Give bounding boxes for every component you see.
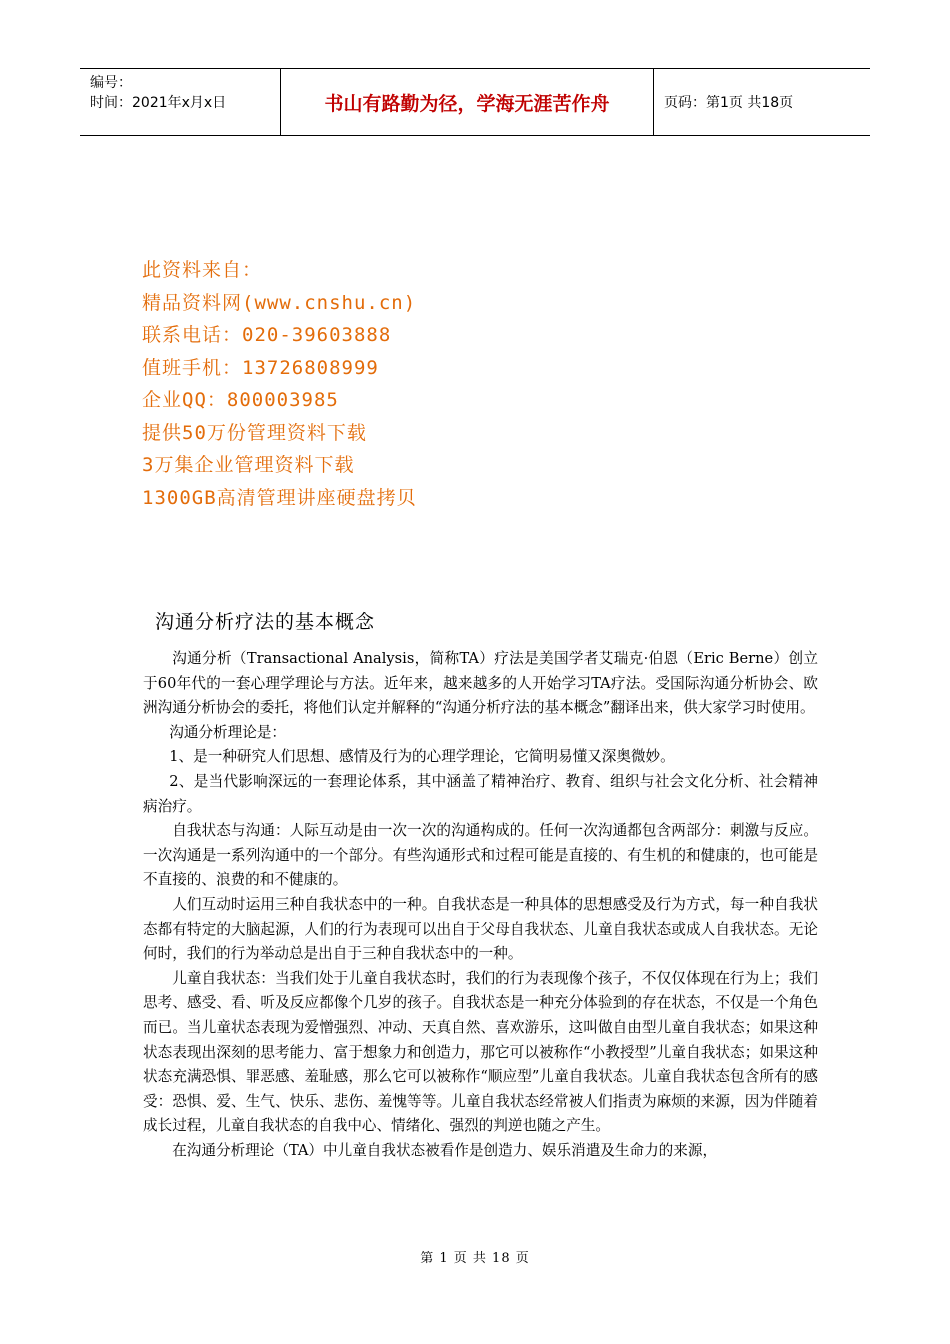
promo-line: 提供50万份管理资料下载 bbox=[142, 421, 367, 444]
promo-block bbox=[142, 254, 417, 514]
header-motto: 书山有路勤为径，学海无涯苦作舟 bbox=[280, 69, 654, 135]
header-meta bbox=[80, 69, 280, 135]
body-paragraph: 在沟通分析理论（TA）中儿童自我状态被看作是创造力、娱乐消遣及生命力的来源， bbox=[172, 1141, 718, 1159]
promo-line: 3万集企业管理资料下载 bbox=[142, 454, 355, 476]
promo-line: 联系电话：020-39603888 bbox=[142, 324, 392, 346]
promo-line: 值班手机：13726808999 bbox=[142, 356, 379, 379]
page-footer: 第 1 页 共 18 页 bbox=[420, 1251, 530, 1266]
document-title: 沟通分析疗法的基本概念 bbox=[155, 611, 376, 633]
promo-line: 此资料来自： bbox=[142, 259, 263, 281]
body-paragraph: 沟通分析（Transactional Analysis，简称TA）疗法是美国学者艾瑞克·伯恩（Eric Berne）创立于60年代的一套心理学理论与方法。近年来，越来越多的人开始学习TA疗法。受国际沟通分析协会、欧洲沟通分析协会的委托，将他们认定并解释的“沟通分析疗法的基本概念”翻译出来，供大家学习时使用。 bbox=[143, 650, 818, 717]
promo-line: 企业QQ：800003985 bbox=[142, 389, 339, 411]
promo-line: 精品资料网(www.cnshu.cn) bbox=[142, 291, 417, 314]
promo-line: 1300GB高清管理讲座硬盘拷贝 bbox=[142, 486, 417, 509]
page-header bbox=[80, 68, 870, 136]
header-page-info: 页码：第1页 共18页 bbox=[664, 95, 794, 111]
document-body bbox=[143, 647, 818, 1163]
document-number-label: 编号： bbox=[90, 75, 132, 91]
body-paragraph: 人们互动时运用三种自我状态中的一种。自我状态是一种具体的思想感受及行为方式，每一种自我状态都有特定的大脑起源，人们的行为表现可以出自于父母自我状态、儿童自我状态或成人自我状态。无论何时，我们的行为举动总是出自于三种自我状态中的一种。 bbox=[143, 895, 818, 963]
document-time-label: 时间：2021年x月x日 bbox=[90, 95, 227, 111]
body-paragraph: 沟通分析理论是： bbox=[169, 723, 287, 741]
body-paragraph: 2、是当代影响深远的一套理论体系，其中涵盖了精神治疗、教育、组织与社会文化分析、社会精神病治疗。 bbox=[143, 772, 818, 815]
body-paragraph: 1、是一种研究人们思想、感情及行为的心理学理论，它简明易懂又深奥微妙。 bbox=[169, 748, 675, 766]
body-paragraph: 自我状态与沟通：人际互动是由一次一次的沟通构成的。任何一次沟通都包含两部分：刺激与反应。一次沟通是一系列沟通中的一个部分。有些沟通形式和过程可能是直接的、有生机的和健康的，也可能是不直接的、浪费的和不健康的。 bbox=[143, 822, 818, 889]
body-paragraph: 儿童自我状态：当我们处于儿童自我状态时，我们的行为表现像个孩子，不仅仅体现在行为上；我们思考、感受、看、听及反应都像个几岁的孩子。自我状态是一种充分体验到的存在状态，不仅是一个角色而已。当儿童状态表现为爱憎强烈、冲动、天真自然、喜欢游乐，这叫做自由型儿童自我状态；如果这种状态表现出深刻的思考能力、富于想象力和创造力，那它可以被称作“小教授型”儿童自我状态；如果这种状态充满恐惧、罪恶感、羞耻感，那么它可以被称作“顺应型”儿童自我状态。儿童自我状态包含所有的感受：恐惧、爱、生气、快乐、悲伤、羞愧等等。儿童自我状态经常被人们指责为麻烦的来源，因为伴随着成长过程，儿童自我状态的自我中心、情绪化、强烈的判逆也随之产生。 bbox=[143, 969, 818, 1135]
